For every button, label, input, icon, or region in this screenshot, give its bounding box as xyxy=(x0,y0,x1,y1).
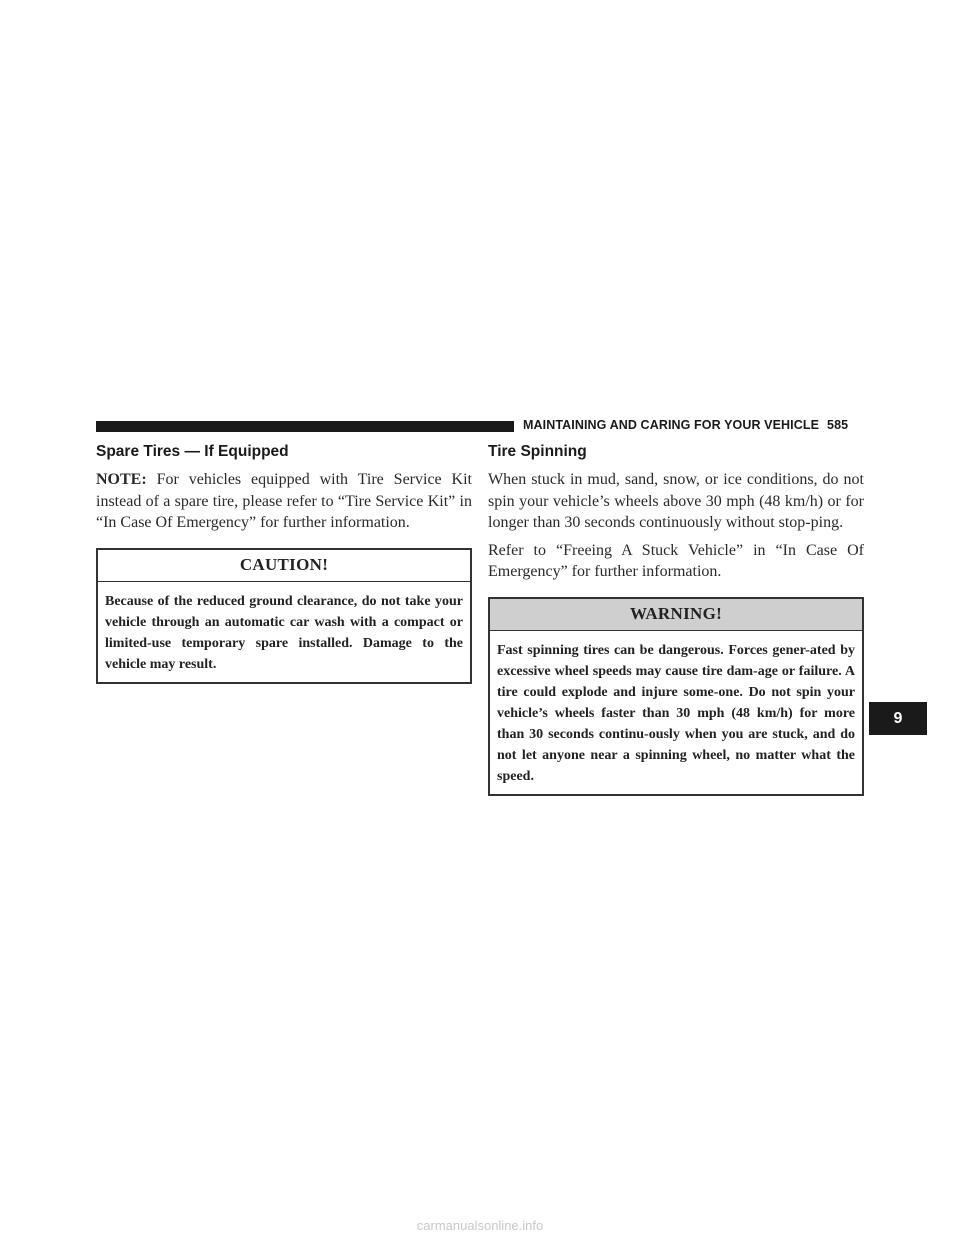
chapter-tab: 9 xyxy=(869,702,927,735)
running-header xyxy=(523,418,864,432)
section-title: MAINTAINING AND CARING FOR YOUR VEHICLE xyxy=(523,418,820,432)
note-label: NOTE: xyxy=(96,471,147,488)
caution-title: CAUTION! xyxy=(98,550,470,582)
paragraph-refer: Refer to “Freeing A Stuck Vehicle” in “In Case Of Emergency” for further information. xyxy=(488,541,864,580)
caution-body: Because of the reduced ground clearance, do not take your vehicle through an automatic car wash with a compact or limited-use temporary spare installed. Damage to the vehicle may result. xyxy=(105,593,463,672)
warning-body: Fast spinning tires can be dangerous. Forces gener-ated by excessive wheel speeds may cause tire dam-age or failure. A tire could explode and injure some-one. Do not spin your vehicle’s wheels faster than 30 mph (48 km/h) for more than 30 seconds continu-ously when you are stuck, and do not let anyone near a spinning wheel, no matter what the speed. xyxy=(497,642,855,784)
page-number: 585 xyxy=(827,418,849,432)
caution-box xyxy=(96,548,472,684)
note-paragraph xyxy=(96,469,472,534)
right-column xyxy=(488,443,864,796)
header-rule xyxy=(96,421,514,432)
note-text: For vehicles equipped with Tire Service Kit instead of a spare tire, please refer to “Tire Service Kit” in “In Case Of Emergency” for further information. xyxy=(96,471,473,531)
watermark-text: carmanualsonline.info xyxy=(416,1218,544,1233)
paragraph-stuck-conditions: When stuck in mud, sand, snow, or ice conditions, do not spin your vehicle’s wheels above 30 mph (48 km/h) or for longer than 30 seconds continuously without stop-ping. xyxy=(488,471,864,531)
tire-spinning-heading: Tire Spinning xyxy=(488,443,587,460)
left-column xyxy=(96,443,472,684)
warning-title: WARNING! xyxy=(490,599,862,631)
spare-tires-heading: Spare Tires — If Equipped xyxy=(96,443,289,460)
warning-box xyxy=(488,597,864,796)
